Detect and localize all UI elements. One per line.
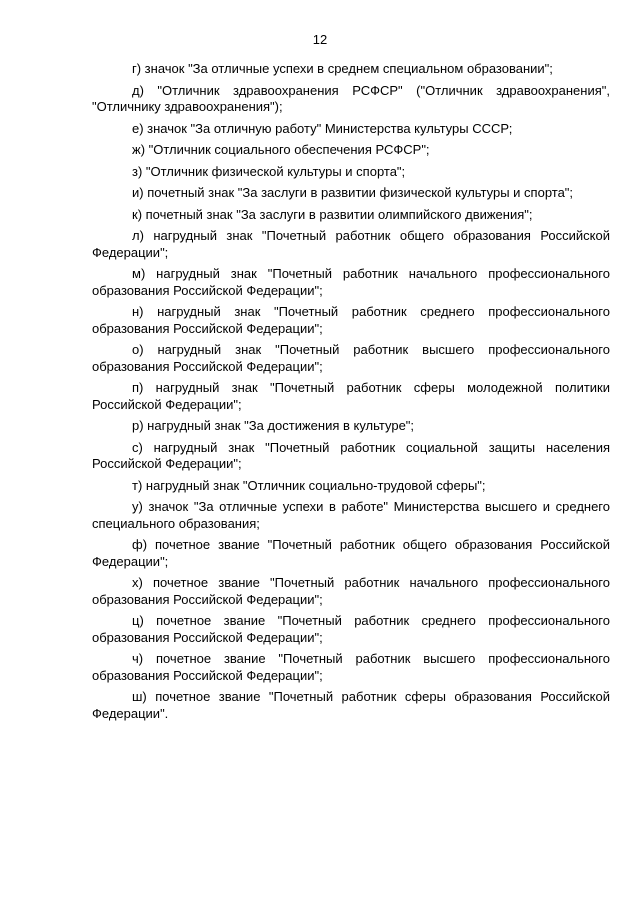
list-item-p: п) нагрудный знак "Почетный работник сферы молодежной политики Российской Федерации";: [92, 380, 610, 412]
list-item-u: у) значок "За отличные успехи в работе" Министерства высшего и среднего специального образования;: [92, 499, 610, 531]
list-item-i: и) почетный знак "За заслуги в развитии физической культуры и спорта";: [132, 185, 574, 200]
page-number: 12: [312, 32, 328, 47]
list-item-r: р) нагрудный знак "За достижения в культуре";: [132, 418, 415, 433]
list-item-n: н) нагрудный знак "Почетный работник среднего профессионального образования Российской Федерации";: [92, 304, 610, 336]
list-item-z: з) "Отличник физической культуры и спорта";: [132, 163, 406, 179]
list-item-ch: ч) почетное звание "Почетный работник высшего профессионального образования Российской Федерации";: [92, 651, 610, 683]
list-item-o: о) нагрудный знак "Почетный работник высшего профессионального образования Российской Федерации";: [92, 342, 610, 374]
list-item-g: г) значок "За отличные успехи в среднем специальном образовании";: [132, 61, 553, 76]
list-item-sh: ш) почетное звание "Почетный работник сферы образования Российской Федерации".: [92, 689, 610, 721]
list-item-d: д) "Отличник здравоохранения РСФСР" ("Отличник здравоохранения", "Отличнику здравоохранения");: [92, 82, 610, 114]
list-item-e: е) значок "За отличную работу" Министерства культуры СССР;: [132, 120, 513, 136]
list-item-s: с) нагрудный знак "Почетный работник социальной защиты населения Российской Федерации";: [92, 439, 610, 471]
list-item-ts: ц) почетное звание "Почетный работник среднего профессионального образования Российской Федерации";: [92, 613, 610, 645]
list-item-l: л) нагрудный знак "Почетный работник общего образования Российской Федерации";: [92, 228, 610, 260]
list-item-k: к) почетный знак "За заслуги в развитии олимпийского движения";: [132, 206, 533, 222]
list-item-zh: ж) "Отличник социального обеспечения РСФСР";: [132, 142, 430, 157]
list-item-f: ф) почетное звание "Почетный работник общего образования Российской Федерации";: [92, 537, 610, 569]
list-item-kh: х) почетное звание "Почетный работник начального профессионального образования Российской Федерации";: [92, 575, 610, 607]
list-item-m: м) нагрудный знак "Почетный работник начального профессионального образования Российской Федерации";: [92, 266, 610, 298]
list-item-t: т) нагрудный знак "Отличник социально-трудовой сферы";: [132, 477, 486, 493]
document-body: [92, 61, 610, 727]
